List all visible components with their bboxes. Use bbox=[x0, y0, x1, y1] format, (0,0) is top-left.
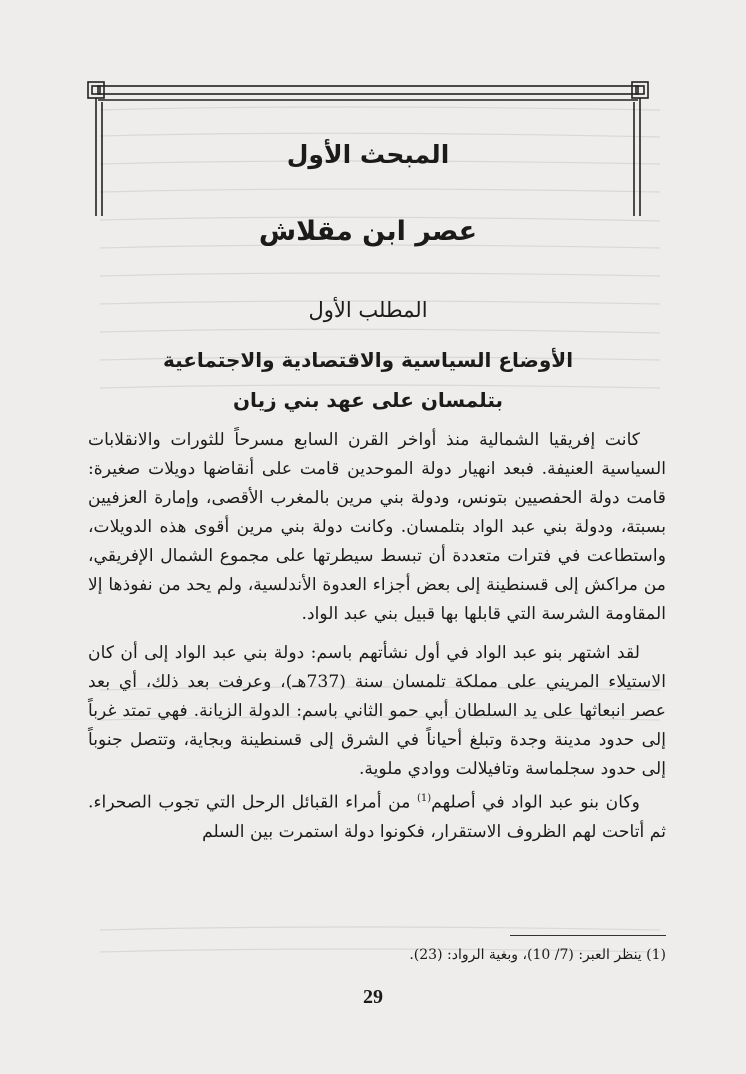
body-text bbox=[88, 426, 666, 857]
footnote-marker: (1) bbox=[416, 793, 432, 804]
section-title-line-1: الأوضاع السياسية والاقتصادية والاجتماعية bbox=[162, 348, 574, 372]
footnote-divider bbox=[510, 935, 666, 936]
paragraph-3 bbox=[88, 784, 666, 847]
section-title bbox=[86, 340, 650, 420]
section-title-line-2: بتلمسان على عهد بني زيان bbox=[232, 388, 504, 412]
footnote: (1) ينظر العبر: (7/ 10)، وبغية الرواد: (23). bbox=[409, 947, 666, 963]
paragraph-1: كانت إفريقيا الشمالية منذ أواخر القرن السابع مسرحاً للثورات والانقلابات السياسية العنيفة. فبعد انهيار دولة الموحدين قامت على أنقاضها دويلات صغيرة: قامت دولة الحفصيين بتونس، ودولة بني مرين بالمغرب الأقصى، وإمارة العزفيين بسبتة، ودولة بني عبد الواد بتلمسان. وكانت دولة بني مرين أقوى هذه الدويلات، واستطاعت في فترات متعددة أن تبسط سيطرتها على مجموع الشمال الإفريقي، من مراكش إلى قسنطينة إلى بعض أجزاء العدوة الأندلسية، ولم يحد من نفوذها إلا المقاومة الشرسة التي قابلها بها قبيل بني عبد الواد. bbox=[88, 430, 666, 624]
paragraph-3-start: وكان بنو عبد الواد في أصلهم bbox=[431, 792, 640, 813]
chapter-heading: المبحث الأول bbox=[286, 140, 450, 169]
paragraph-3-end: من أمراء القبائل الرحل التي تجوب الصحراء. ثم أتاحت لهم الظروف الاستقرار، فكونوا دولة استمرت بين السلم bbox=[88, 792, 666, 842]
page-number: 29 bbox=[363, 986, 383, 1008]
paragraph-2: لقد اشتهر بنو عبد الواد في أول نشأتهم باسم: دولة بني عبد الواد إلى أن كان الاستيلاء المريني على مملكة تلمسان سنة (737هـ)، وعرفت بعد ذلك، أي بعد عصر انبعاثها على يد السلطان أبي حمو الثاني باسم: الدولة الزيانة. فهي تمتد غرباً إلى حدود مدينة وجدة وتبلغ أحياناً في الشرق إلى قسنطينة وبجاية، وتتصل جنوباً إلى حدود سجلماسة وتافيلالت ووادي ملوية. bbox=[88, 643, 666, 779]
section-label: المطلب الأول bbox=[308, 298, 428, 322]
chapter-title: عصر ابن مقلاش bbox=[258, 216, 478, 247]
